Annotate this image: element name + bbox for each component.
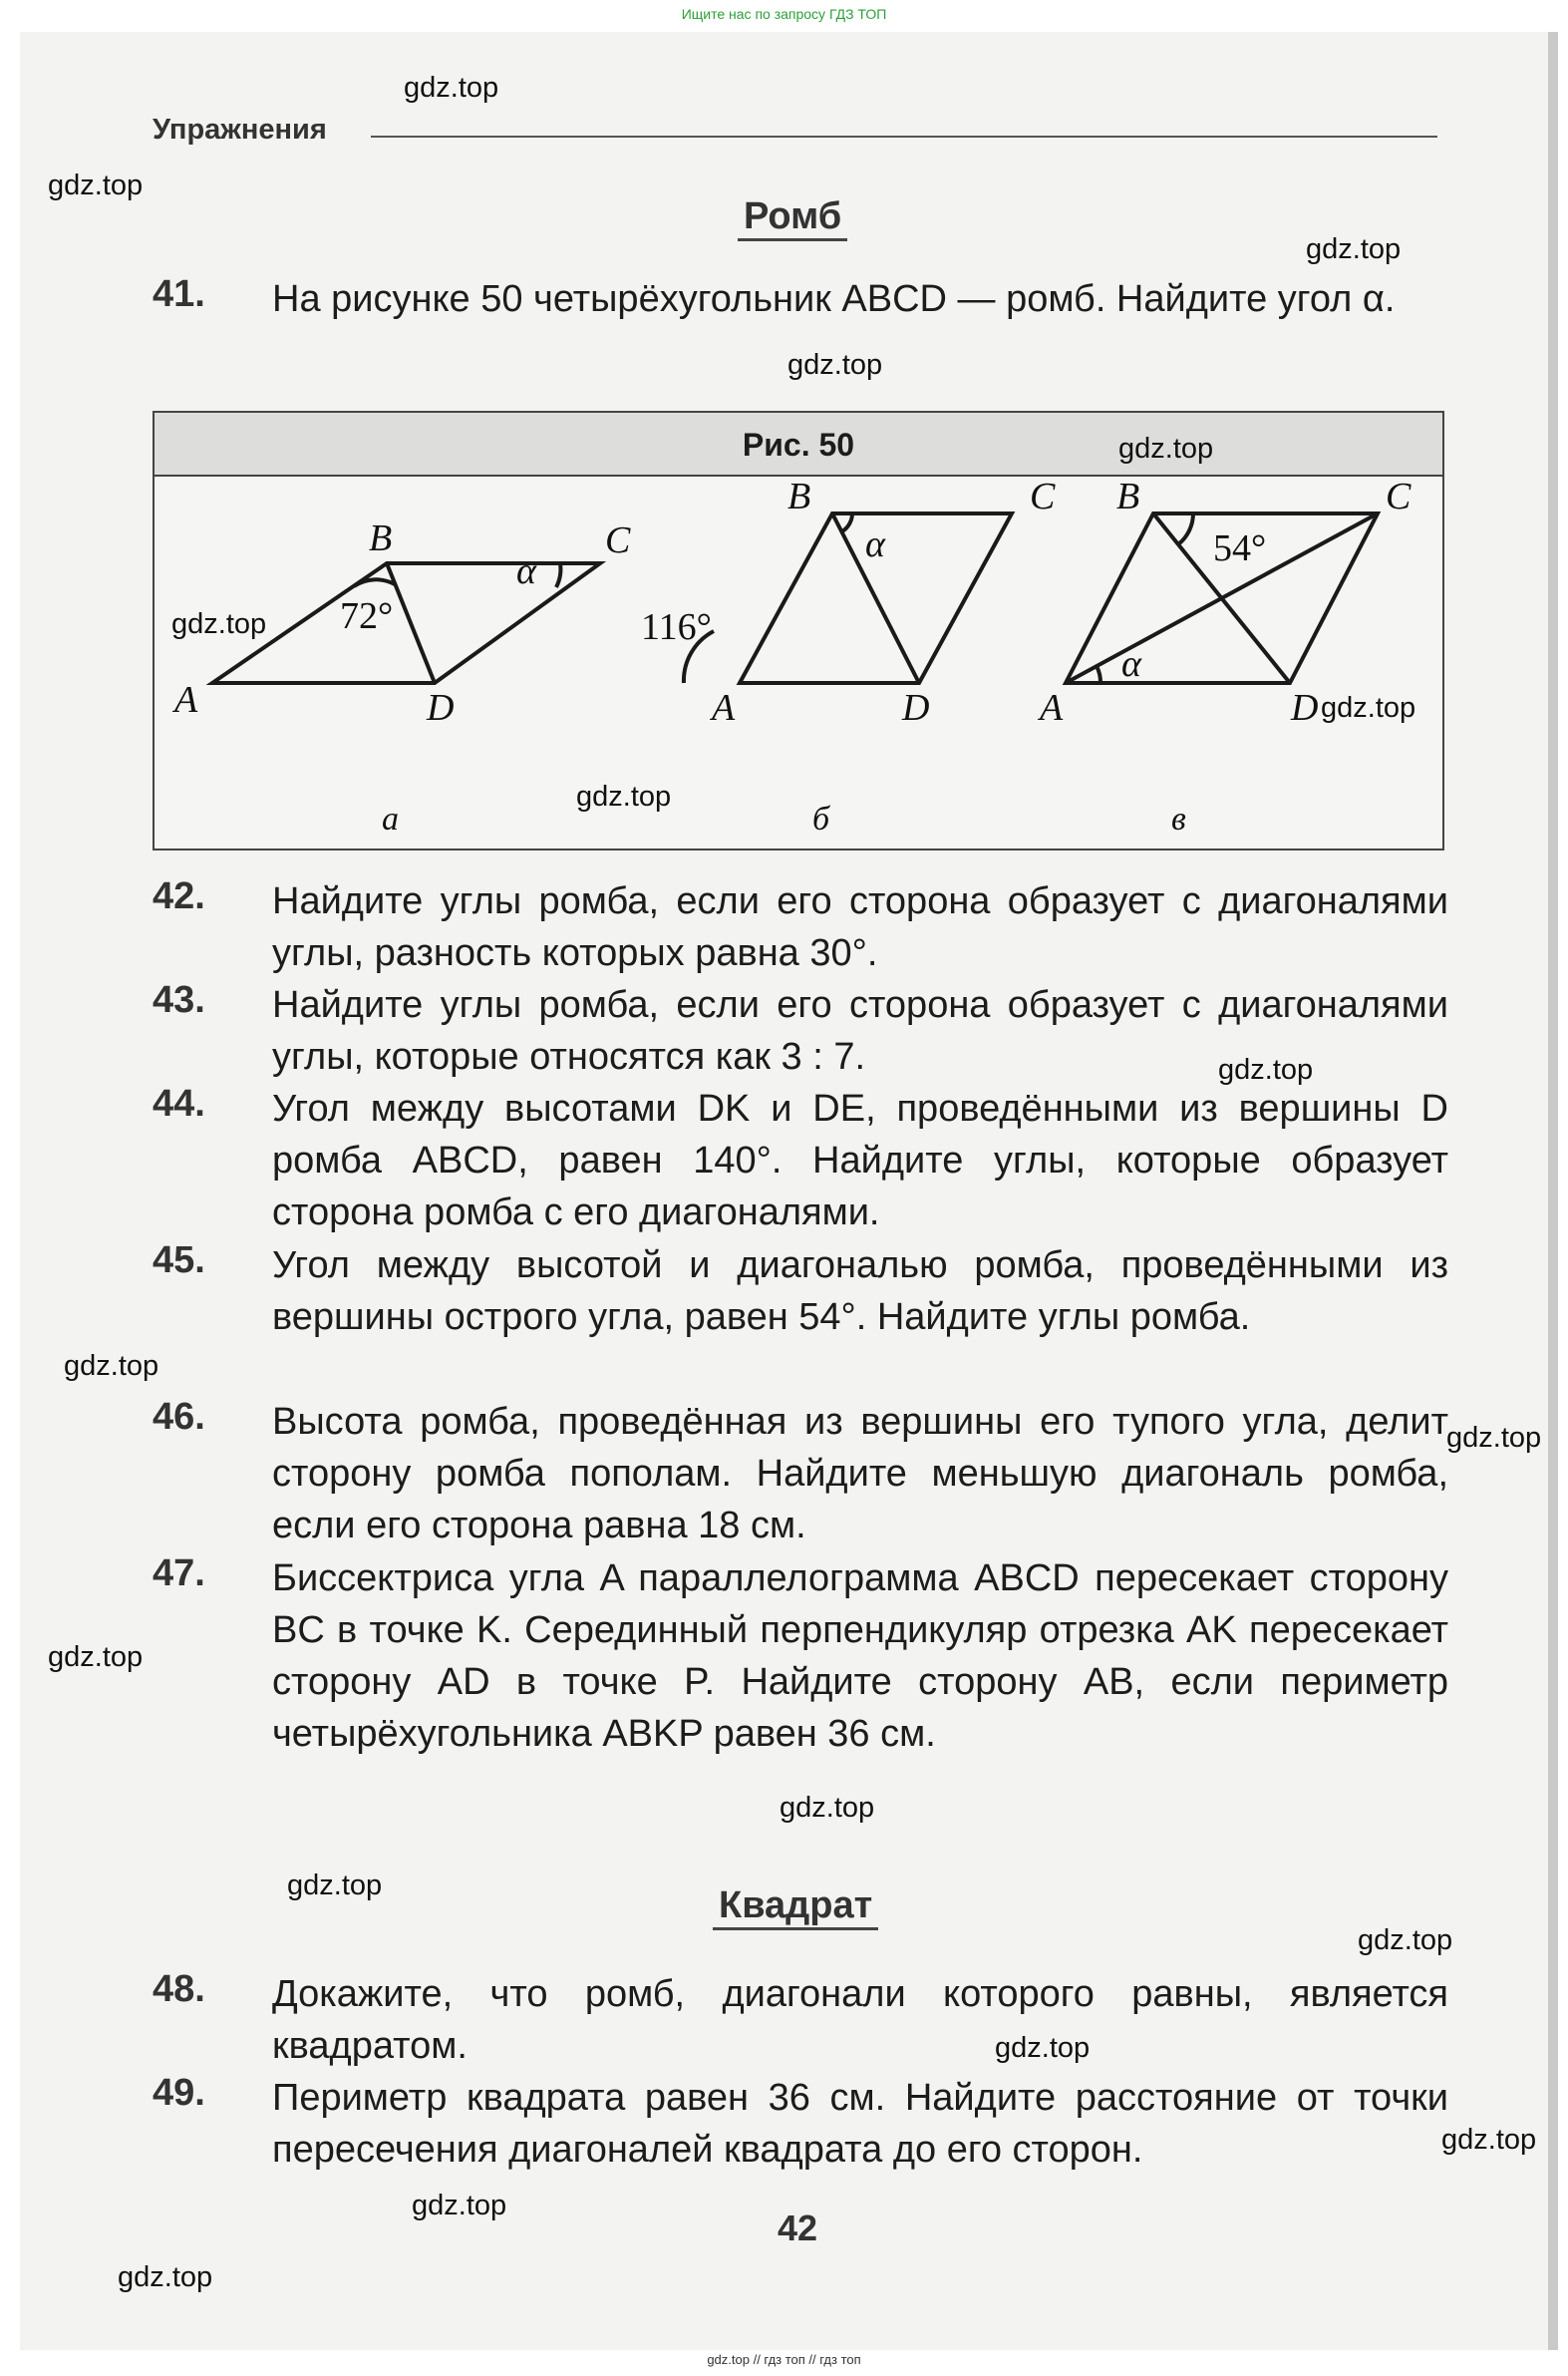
vertex-label: B [1116,477,1140,517]
problem-41 [153,273,1448,325]
panel-caption: в [1171,801,1186,838]
problem-47 [153,1552,1448,1760]
vertex-label: C [1386,477,1411,517]
problem-number: 42. [153,875,205,917]
top-banner: Ищите нас по запросу ГДЗ ТОП [681,6,887,22]
angle-label: 72° [340,595,394,637]
problem-text: Найдите углы ромба, если его сторона образует с диагоналями углы, которые относятся как 3 : 7. [272,984,1448,1078]
watermark: gdz.top [287,1869,383,1901]
vertex-label: B [369,517,393,559]
problem-number: 45. [153,1239,205,1281]
watermark: gdz.top [48,1641,144,1673]
watermark: gdz.top [576,781,672,813]
figure-drawings [155,477,1442,848]
problem-49 [153,2072,1448,2176]
problem-text: Высота ромба, проведённая из вершины его тупого угла, делит сторону ромба пополам. Найдите меньшую диагональ ромба, если его сторона равна 18 см. [272,1401,1448,1546]
watermark: gdz.top [412,2190,507,2221]
figure-50 [153,411,1444,850]
problem-45 [153,1239,1448,1343]
figure-title: Рис. 50 [742,427,855,463]
vertex-label: A [712,687,736,729]
watermark: gdz.top [1446,1422,1542,1454]
watermark: gdz.top [1358,1924,1453,1956]
problem-number: 46. [153,1396,205,1438]
watermark: gdz.top [1321,692,1416,724]
watermark: gdz.top [1441,2124,1537,2156]
problem-number: 47. [153,1552,205,1594]
watermark: gdz.top [1118,433,1214,465]
problem-text: Угол между высотой и диагональю ромба, проведёнными из вершины острого угла, равен 54°. Найдите углы ромба. [272,1244,1448,1338]
figure-panel-a [212,563,600,683]
problem-number: 49. [153,2072,205,2114]
problem-42 [153,875,1448,979]
vertex-label: D [427,687,455,729]
vertex-label: D [1291,687,1319,729]
problem-text: На рисунке 50 четырёхугольник ABCD — ромб. Найдите угол α. [272,278,1396,320]
watermark: gdz.top [787,349,883,381]
problem-text: Угол между высотами DK и DE, проведёнными из вершины D ромба ABCD, равен 140°. Найдите углы, которые образует сторона ромба с его диагоналями. [272,1088,1448,1233]
angle-label: α [865,523,885,565]
vertex-label: B [787,477,811,517]
panel-caption: б [812,801,830,838]
problem-44 [153,1083,1448,1238]
title-rhombus: Ромб [738,195,847,241]
watermark: gdz.top [780,1792,875,1824]
watermark: gdz.top [64,1350,159,1382]
angle-label: 54° [1213,527,1267,569]
problem-text: Докажите, что ромб, диагонали которого равны, является квадратом. [272,1973,1448,2067]
problem-number: 48. [153,1968,205,2010]
angle-label: 116° [641,606,712,648]
angle-label: α [1121,643,1141,685]
problem-46 [153,1396,1448,1551]
diagonal-a [387,563,435,683]
problem-text: Биссектриса угла A параллелограмма ABCD пересекает сторону BC в точке K. Серединный перпендикуляр отрезка AK пересекает сторону AD в точке P. Найдите сторону AB, если периметр четырёхугольника ABKP равен 36 см. [272,1557,1448,1755]
title-square: Квадрат [713,1884,878,1930]
page-number: 42 [778,2207,818,2248]
figure-panel-b [684,513,1012,683]
angle-arc-alpha-a [556,563,560,587]
section-divider [371,136,1437,138]
angle-arc-54 [1178,513,1193,544]
bottom-banner: gdz.top // гдз топ // гдз топ [707,2352,861,2367]
figure-header [155,413,1442,477]
problem-text: Периметр квадрата равен 36 см. Найдите расстояние от точки пересечения диагоналей квадрата до его сторон. [272,2077,1448,2171]
problem-number: 43. [153,979,205,1021]
watermark: gdz.top [171,608,267,640]
vertex-label: C [605,519,631,561]
watermark: gdz.top [995,2032,1091,2064]
watermark: gdz.top [1306,233,1402,265]
angle-arc-alpha-v [1097,666,1100,683]
vertex-label: D [902,687,930,729]
angle-arc-alpha-b [842,513,852,531]
problem-number: 44. [153,1083,205,1125]
watermark: gdz.top [1218,1054,1314,1086]
vertex-label: A [1040,687,1064,729]
section-header: Упражнения [153,114,327,146]
watermark: gdz.top [118,2261,213,2293]
vertex-label: A [174,679,198,721]
watermark: gdz.top [48,170,144,201]
angle-label: α [516,550,536,592]
rhombus-a [212,563,600,683]
vertex-label: C [1030,477,1056,517]
problem-number: 41. [153,273,205,315]
panel-caption: а [382,801,399,838]
problem-48 [153,1968,1448,2072]
problem-text: Найдите углы ромба, если его сторона образует с диагоналями углы, разность которых равна 30°. [272,880,1448,974]
watermark: gdz.top [404,72,499,104]
